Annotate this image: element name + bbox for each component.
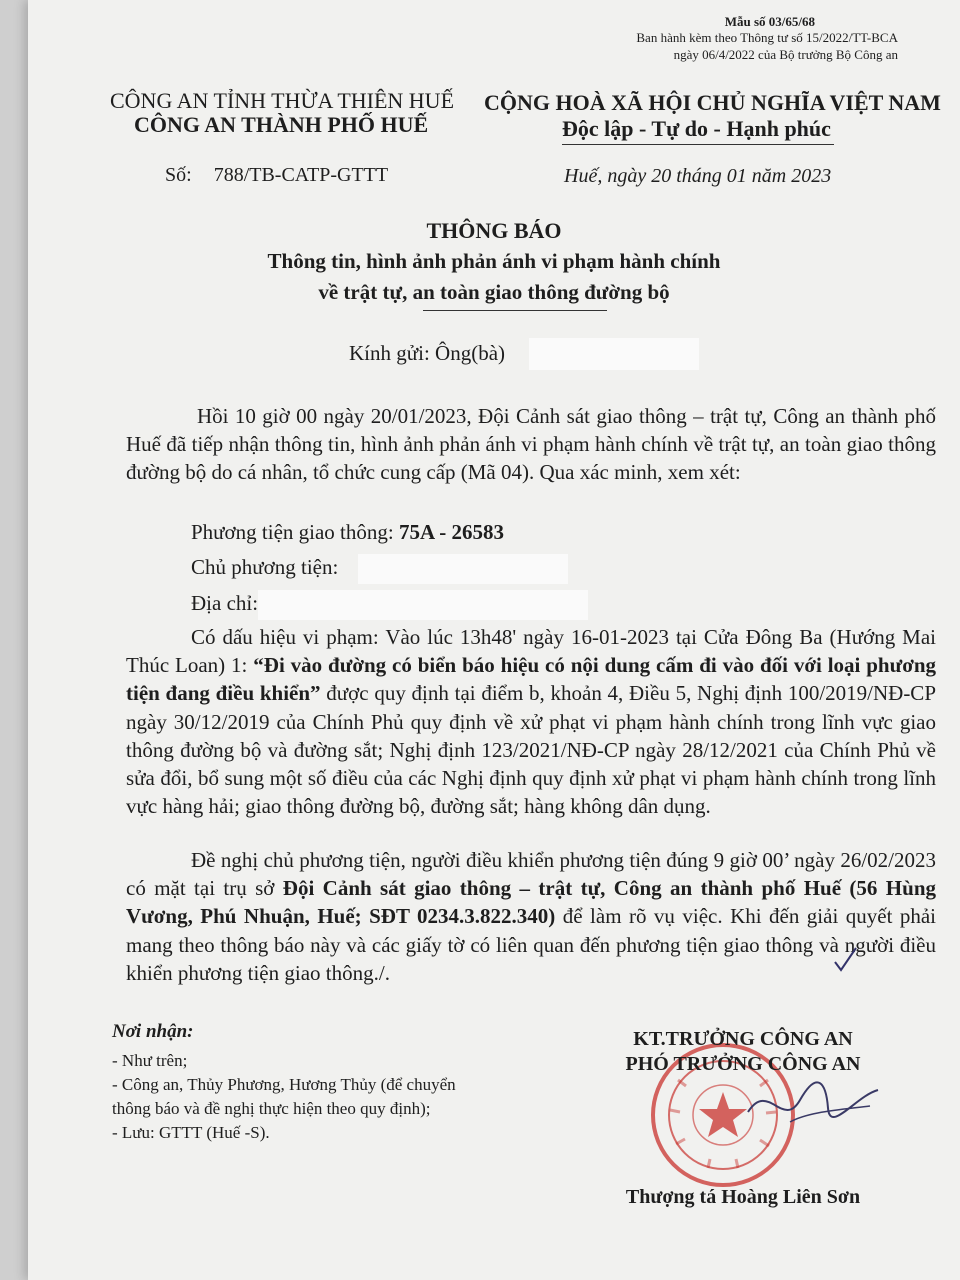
address-label: Địa chỉ: <box>191 591 259 615</box>
violation-legal-basis: được quy định tại điểm b, khoản 4, Điều 5, Nghị định 100/2019/NĐ-CP ngày 30/12/2019 của Chính Phủ quy định về xử phạt vi phạm hành chính trong lĩnh vực giao thông đường bộ và đường sắt; Nghị định 123/2021/NĐ-CP ngày 28/12/2021 của Chính Phủ về sửa đổi, bổ sung một số điều của các Nghị định quy định xử phạt vi phạm hành chính trong lĩnh vực hàng hải; giao thông đường bộ, đường sắt; hàng không dân dụng. <box>126 681 936 819</box>
recipient-item: thông báo và đề nghị thực hiện theo quy định); <box>112 1099 431 1118</box>
vehicle-plate: 75A - 26583 <box>398 520 504 544</box>
handwritten-signature <box>728 1060 888 1150</box>
form-note-line-2: ngày 06/4/2022 của Bộ trưởng Bộ Công an <box>673 47 898 62</box>
document-page <box>28 0 960 1280</box>
owner-label: Chủ phương tiện: <box>191 555 339 579</box>
nation-title: CỘNG HOÀ XÃ HỘI CHỦ NGHĨA VIỆT NAM <box>484 90 941 115</box>
document-title: THÔNG BÁO <box>426 218 562 243</box>
salutation: Kính gửi: Ông(bà) <box>349 341 506 365</box>
checkmark-icon <box>832 946 858 974</box>
form-note-line-1: Ban hành kèm theo Thông tư số 15/2022/TT-BCA <box>636 30 898 45</box>
document-subtitle-1: Thông tin, hình ảnh phản ánh vi phạm hành chính <box>267 249 721 273</box>
place-date: Huế, ngày 20 tháng 01 năm 2023 <box>564 165 832 187</box>
document-subtitle-2: về trật tự, an toàn giao thông đường bộ <box>318 280 670 304</box>
recipient-item: - Công an, Thủy Phương, Hương Thủy (để chuyển <box>112 1075 456 1094</box>
recipients-title: Nơi nhận: <box>112 1021 194 1042</box>
subtitle-underline <box>423 310 607 311</box>
violation-description: “Đi vào đường có biển báo hiệu có nội dung cấm đi vào đối với loại phương tiện đang điều khiển” <box>126 653 937 706</box>
request-instructions: để làm rõ vụ việc. Khi đến giải quyết phải mang theo thông báo này và các giấy tờ có liên quan đến phương tiện giao thông và người điều khiển phương tiện giao thông./. <box>126 904 937 985</box>
document-number-value: 788/TB-CATP-GTTT <box>213 164 389 186</box>
violation-intro: Có dấu hiệu vi phạm: Vào lúc 13h48' ngày 16-01-2023 tại Cửa Đông Ba (Hướng Mai Thúc Loan) 1: <box>126 625 936 678</box>
paragraph-intro: Hồi 10 giờ 00 ngày 20/01/2023, Đội Cảnh sát giao thông – trật tự, Công an thành phố Huế đã tiếp nhận thông tin, hình ảnh phản ánh vi phạm hành chính về trật tự, an toàn giao thông đường bộ do cá nhân, tổ chức cung cấp (Mã 04). Qua xác minh, xem xét: <box>126 404 936 485</box>
national-motto: Độc lập - Tự do - Hạnh phúc <box>562 116 831 141</box>
signature-title-2: PHÓ TRƯỞNG CÔNG AN <box>625 1053 861 1075</box>
vehicle-line <box>191 520 504 545</box>
recipient-item: - Như trên; <box>112 1051 188 1070</box>
redacted-address <box>258 590 588 620</box>
document-number-label: Số: <box>165 164 192 186</box>
vehicle-label: Phương tiện giao thông: <box>191 520 394 544</box>
motto-underline <box>562 144 834 145</box>
agency-name: CÔNG AN THÀNH PHỐ HUẾ <box>134 112 429 137</box>
recipient-item: - Lưu: GTTT (Huế -S). <box>112 1123 270 1142</box>
redacted-recipient-name <box>529 338 699 370</box>
document-number <box>165 164 388 187</box>
signature-title-1: KT.TRƯỞNG CÔNG AN <box>633 1028 853 1050</box>
paragraph-violation <box>126 623 936 820</box>
signer-name: Thượng tá Hoàng Liên Sơn <box>625 1186 861 1208</box>
paragraph-request <box>126 846 936 987</box>
request-office: Đội Cảnh sát giao thông – trật tự, Công an thành phố Huế (56 Hùng Vương, Phú Nhuận, Huế; SĐT 0234.3.822.340) <box>126 876 936 929</box>
redacted-owner-name <box>358 554 568 584</box>
request-intro: Đề nghị chủ phương tiện, người điều khiển phương tiện đúng 9 giờ 00’ ngày 26/02/2023 có mặt tại trụ sở <box>126 848 936 901</box>
form-code: Mẫu số 03/65/68 <box>724 14 815 29</box>
agency-parent: CÔNG AN TỈNH THỪA THIÊN HUẾ <box>110 88 455 113</box>
